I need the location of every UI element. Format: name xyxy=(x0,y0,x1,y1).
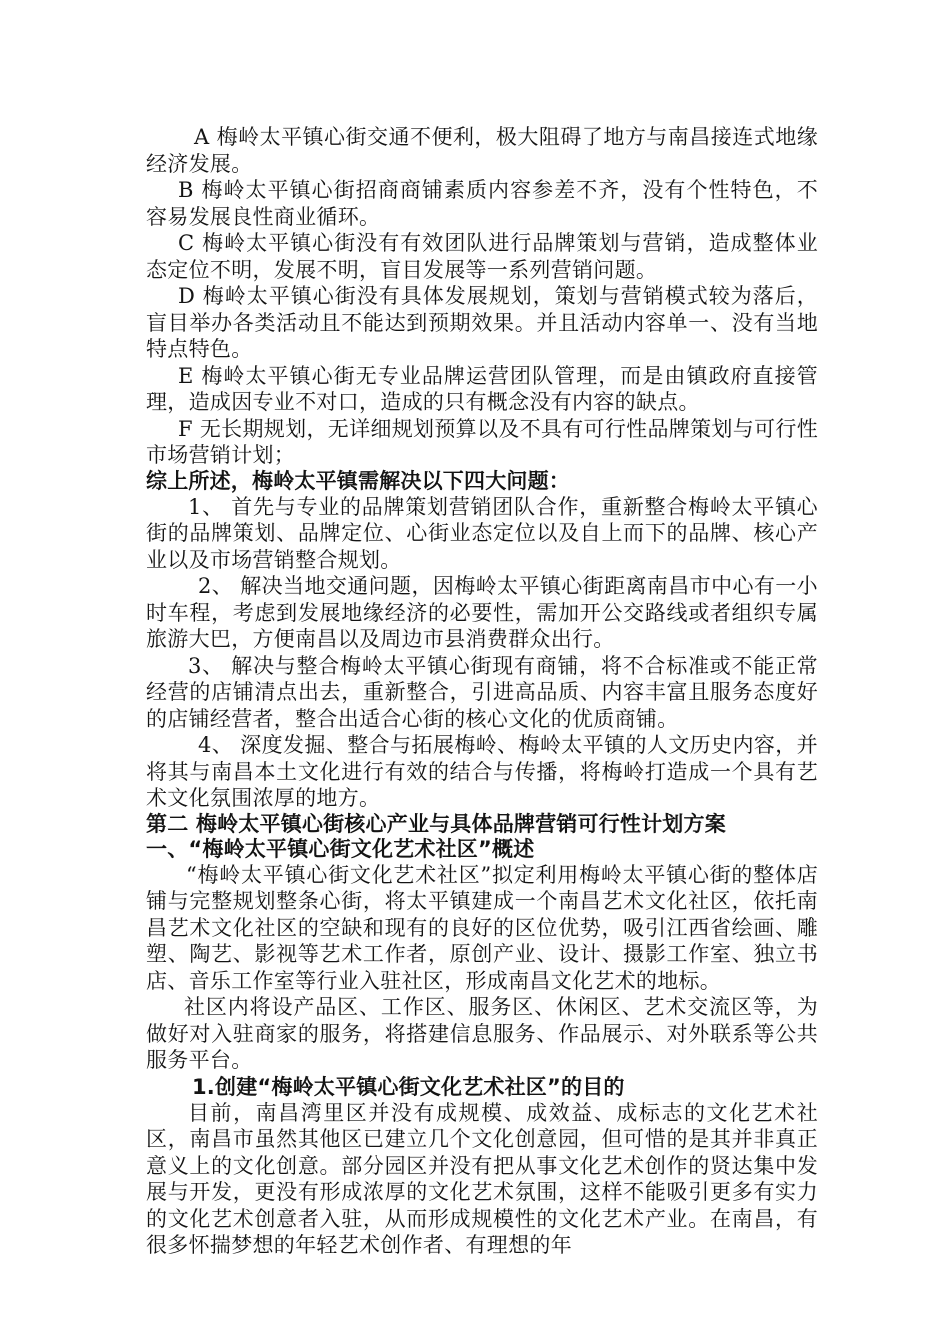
chapter-heading: 第二 梅岭太平镇心街核心产业与具体品牌营销可行性计划方案 xyxy=(146,811,726,836)
problem-b: B 梅岭太平镇心街招商商铺素质内容参差不齐，没有个性特色，不容易发展良性商业循环。 xyxy=(146,178,818,229)
problem-f: F 无长期规划，无详细规划预算以及不具有可行性品牌策划与可行性市场营销计划； xyxy=(146,416,818,467)
section-heading: 一、“梅岭太平镇心街文化艺术社区”概述 xyxy=(146,836,535,861)
problem-c: C 梅岭太平镇心街没有有效团队进行品牌策划与营销，造成整体业态定位不明，发展不明，盲目发展等一系列营销问题。 xyxy=(146,231,818,282)
purpose-paragraph: 目前，南昌湾里区并没有成规模、成效益、成标志的文化艺术社区，南昌市虽然其他区已建立几个文化创意园，但可惜的是其并非真正意义上的文化创意。部分园区并没有把从事文化艺术创作的贤达集中发展与开发，更没有形成浓厚的文化艺术氛围，这样不能吸引更多有实力的文化艺术创意者入驻，从而形成规模性的文化艺术产业。在南昌，有很多怀揣梦想的年轻艺术创作者、有理想的年 xyxy=(146,1100,818,1257)
overview-paragraph-2: 社区内将设产品区、工作区、服务区、休闲区、艺术交流区等，为做好对入驻商家的服务，将搭建信息服务、作品展示、对外联系等公共服务平台。 xyxy=(146,995,818,1072)
problem-a: A 梅岭太平镇心街交通不便利，极大阻碍了地方与南昌接连式地缘经济发展。 xyxy=(146,125,818,176)
problem-e: E 梅岭太平镇心街无专业品牌运营团队管理，而是由镇政府直接管理，造成因专业不对口，造成的只有概念没有内容的缺点。 xyxy=(146,363,818,414)
solution-2: 2、 解决当地交通问题，因梅岭太平镇心街距离南昌市中心有一小时车程，考虑到发展地缘经济的必要性，需加开公交路线或者组织专属旅游大巴，方便南昌以及周边市县消费群众出行。 xyxy=(146,574,818,651)
solution-1: 1、 首先与专业的品牌策划营销团队合作，重新整合梅岭太平镇心街的品牌策划、品牌定位、心街业态定位以及自上而下的品牌、核心产业以及市场营销整合规划。 xyxy=(146,494,818,572)
solution-4: 4、 深度发掘、整合与拓展梅岭、梅岭太平镇的人文历史内容，并将其与南昌本土文化进行有效的结合与传播，将梅岭打造成一个具有艺术文化氛围浓厚的地方。 xyxy=(146,733,818,810)
subsection-heading: 1.创建“梅岭太平镇心街文化艺术社区”的目的 xyxy=(192,1074,625,1099)
document-page xyxy=(146,124,818,1259)
solution-3: 3、 解决与整合梅岭太平镇心街现有商铺，将不合标准或不能正常经营的店铺清点出去，重新整合，引进高品质、内容丰富且服务态度好的店铺经营者，整合出适合心街的核心文化的优质商铺。 xyxy=(146,653,818,731)
problem-d: D 梅岭太平镇心街没有具体发展规划，策划与营销模式较为落后，盲目举办各类活动且不能达到预期效果。并且活动内容单一、没有当地特点特色。 xyxy=(146,284,818,361)
summary-heading: 综上所述，梅岭太平镇需解决以下四大问题： xyxy=(146,468,570,493)
overview-paragraph-1: “梅岭太平镇心街文化艺术社区”拟定利用梅岭太平镇心街的整体店铺与完整规划整条心街，将太平镇建成一个南昌艺术文化社区，依托南昌艺术文化社区的空缺和现有的良好的区位优势，吸引江西省绘画、雕塑、陶艺、影视等艺术工作者，原创产业、设计、摄影工作室、独立书店、音乐工作室等行业入驻社区，形成南昌文化艺术的地标。 xyxy=(146,862,818,993)
